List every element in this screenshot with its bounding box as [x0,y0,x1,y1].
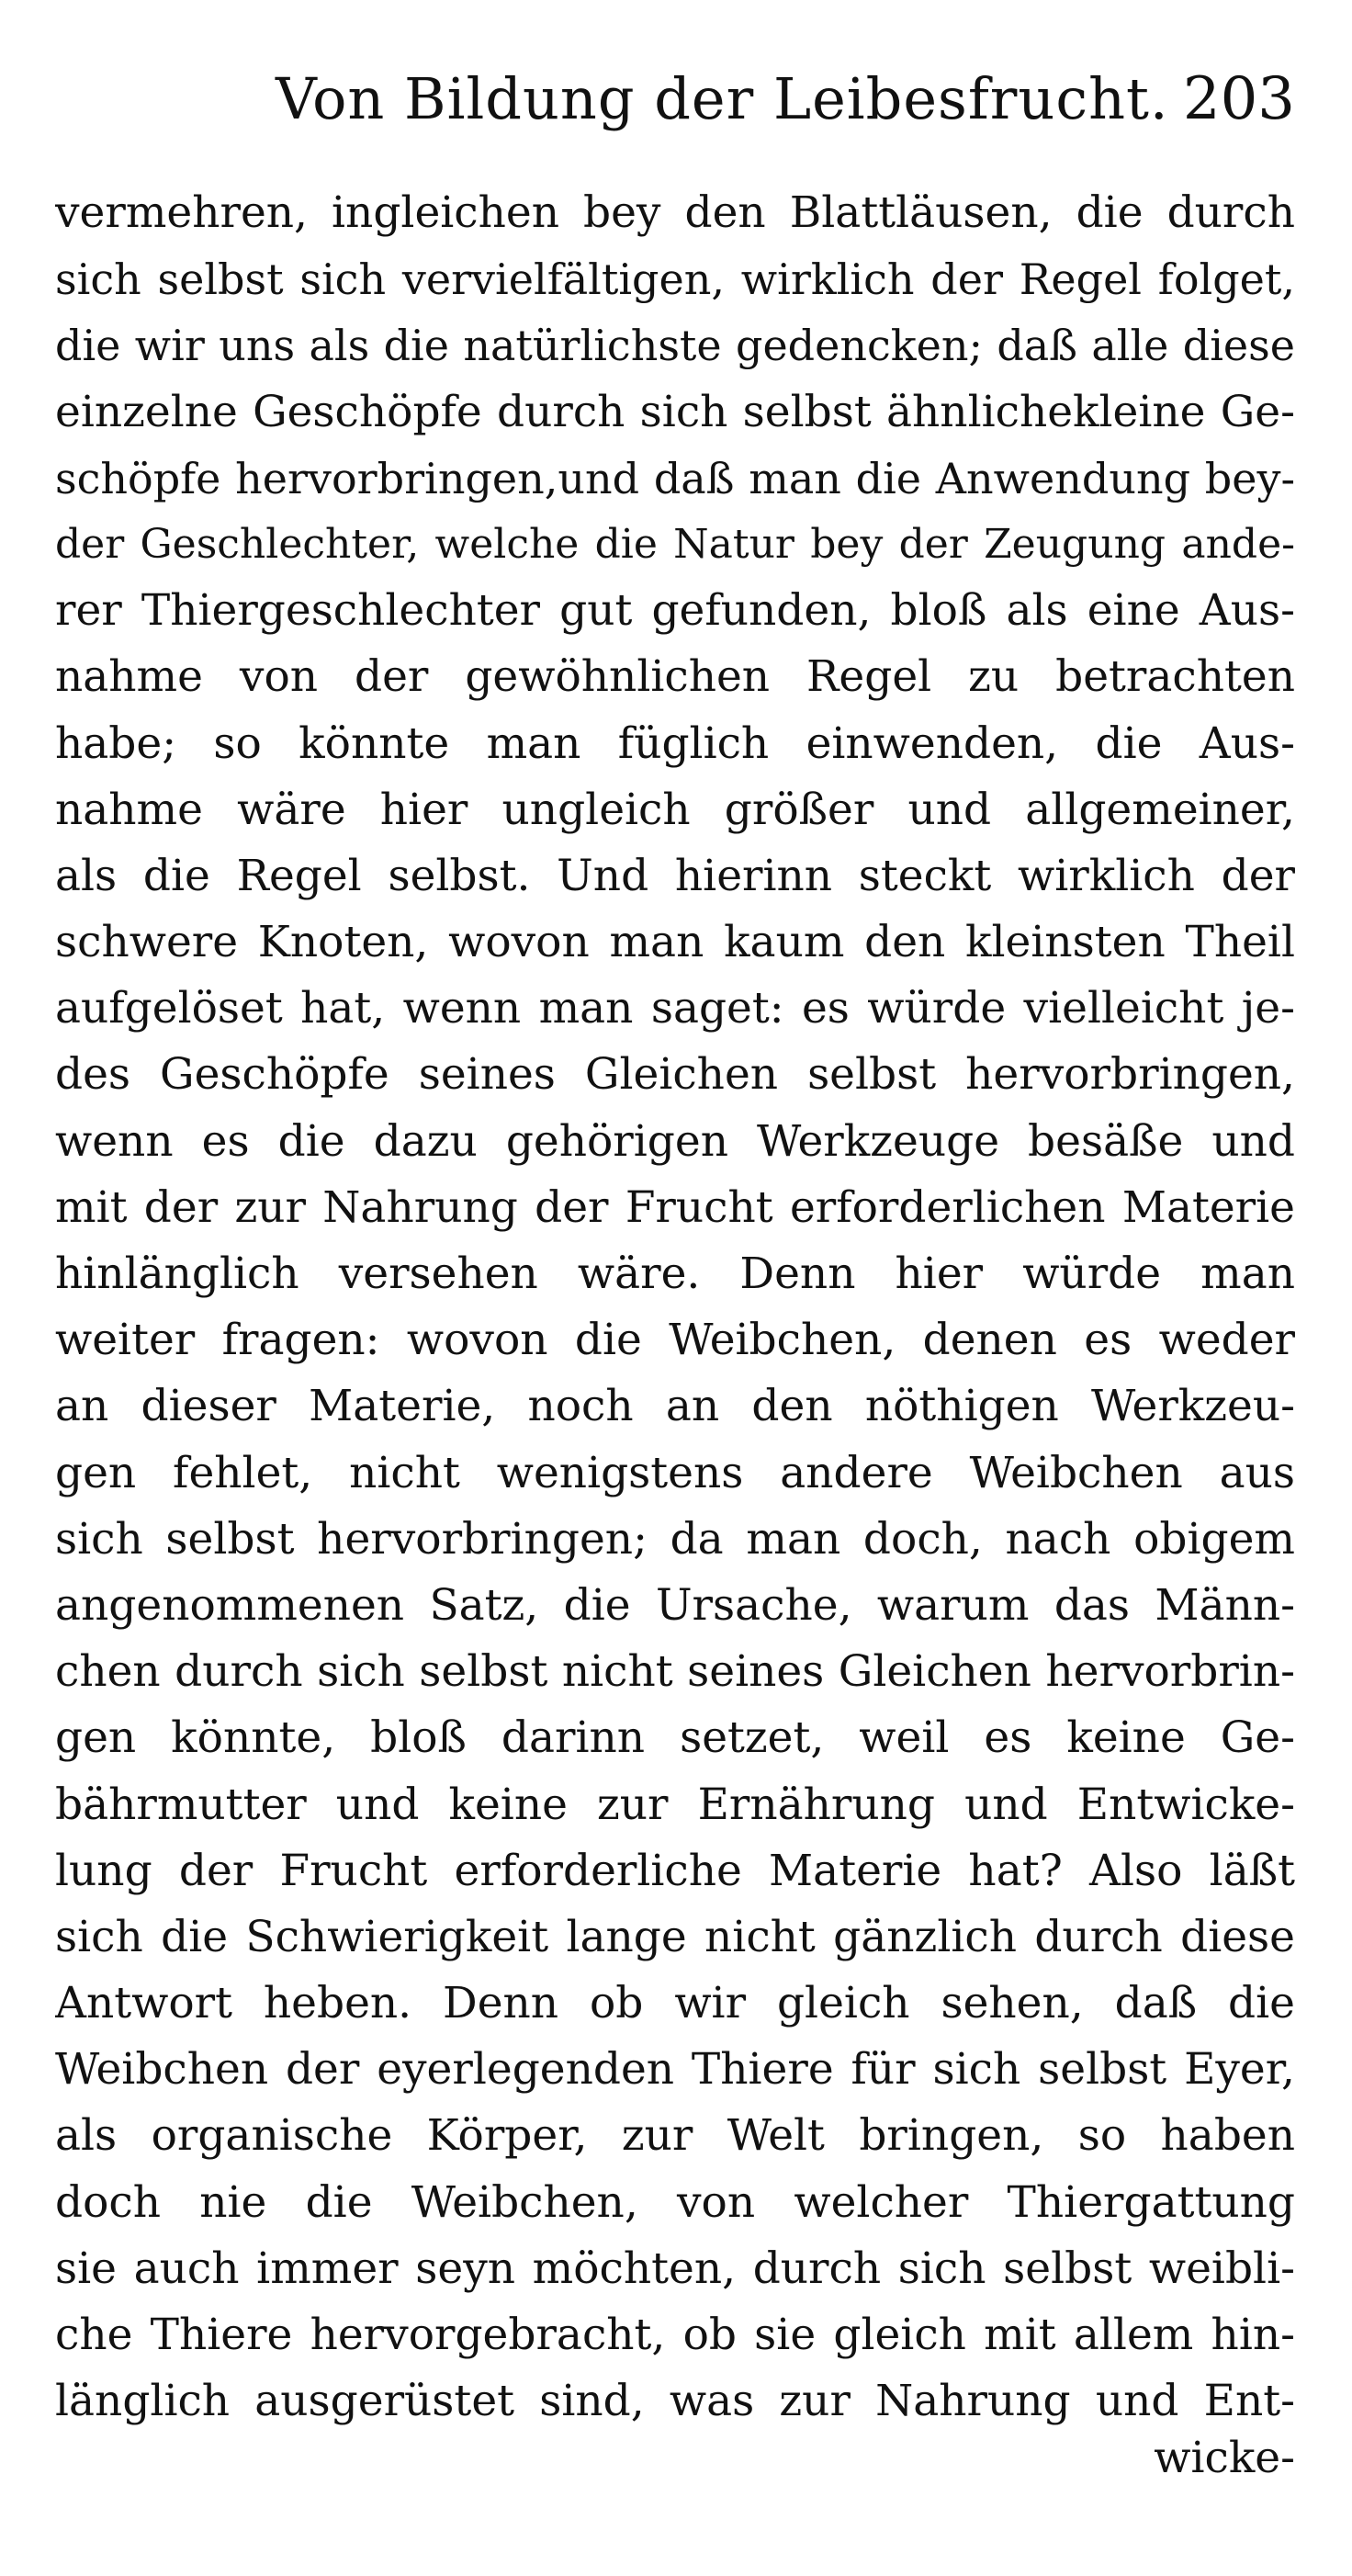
page-header [276,53,1295,154]
text-line: wenn es die dazu gehörigen Werkzeuge besäße und [55,1115,1295,1167]
text-line: weiter fragen: wovon die Weibchen, denen es weder [55,1315,1295,1366]
text-line: gen fehlet, nicht wenigstens andere Weibchen aus [55,1447,1295,1498]
text-line: schwere Knoten, wovon man kaum den kleinsten Theil [55,917,1295,968]
text-line: nahme von der gewöhnlichen Regel zu betrachten [55,651,1295,703]
text-line: als organische Körper, zur Welt bringen, so haben [55,2110,1295,2162]
text-line: sich selbst sich vervielfältigen, wirklich der Regel folget, [55,254,1295,305]
text-line: an dieser Materie, noch an den nöthigen Werkzeu- [55,1381,1295,1432]
text-line: habe; so könnte man füglich einwenden, die Aus- [55,717,1295,769]
text-line: angenommenen Satz, die Ursache, warum das Männ- [55,1579,1295,1631]
text-line: länglich ausgerüstet sind, was zur Nahrung und Ent- [55,2376,1295,2427]
text-line: einzelne Geschöpfe durch sich selbst ähnlichekleine Ge- [55,386,1295,437]
text-line: bährmutter und keine zur Ernährung und Entwicke- [55,1779,1295,1830]
text-line: lung der Frucht erforderliche Materie hat? Also läßt [55,1845,1295,1896]
text-line: sich die Schwierigkeit lange nicht gänzlich durch diese [55,1911,1295,1962]
text-line: rer Thiergeschlechter gut gefunden, bloß als eine Aus- [55,585,1295,637]
text-line: hinlänglich versehen wäre. Denn hier würde man [55,1248,1295,1299]
text-line: che Thiere hervorgebracht, ob sie gleich mit allem hin- [55,2310,1295,2360]
text-line: doch nie die Weibchen, von welcher Thiergattung [55,2176,1295,2228]
text-line: gen könnte, bloß darinn setzet, weil es keine Ge- [55,1712,1295,1764]
page-number: 203 [1182,65,1295,133]
text-line: chen durch sich selbst nicht seines Gleichen hervorbrin- [55,1646,1295,1698]
text-line: nahme wäre hier ungleich größer und allgemeiner, [55,784,1295,835]
text-line: der Geschlechter, welche die Natur bey der Zeugung ande- [55,520,1295,568]
text-line: schöpfe hervorbringen,und daß man die Anwendung bey- [55,453,1295,503]
text-line: des Geschöpfe seines Gleichen selbst hervorbringen, [55,1049,1295,1101]
text-line: mit der zur Nahrung der Frucht erforderlichen Materie [55,1181,1295,1233]
text-line: aufgelöset hat, wenn man saget: es würde vielleicht je- [55,983,1295,1034]
text-line: sie auch immer seyn möchten, durch sich selbst weibli- [55,2243,1295,2294]
text-line: die wir uns als die natürlichste gedencken; daß alle diese [55,321,1295,371]
text-line: Weibchen der eyerlegenden Thiere für sich selbst Eyer, [55,2044,1295,2096]
catchword: wicke- [1154,2433,1295,2483]
text-line: vermehren, ingleichen bey den Blattläusen, die durch [55,187,1295,238]
running-title: Von Bildung der Leibesfrucht. [276,65,1169,132]
text-line: Antwort heben. Denn ob wir gleich sehen, daß die [55,1978,1295,2029]
text-line: sich selbst hervorbringen; da man doch, nach obigem [55,1513,1295,1565]
body-text [55,180,1295,2435]
text-line: als die Regel selbst. Und hierinn steckt wirklich der [55,850,1295,901]
